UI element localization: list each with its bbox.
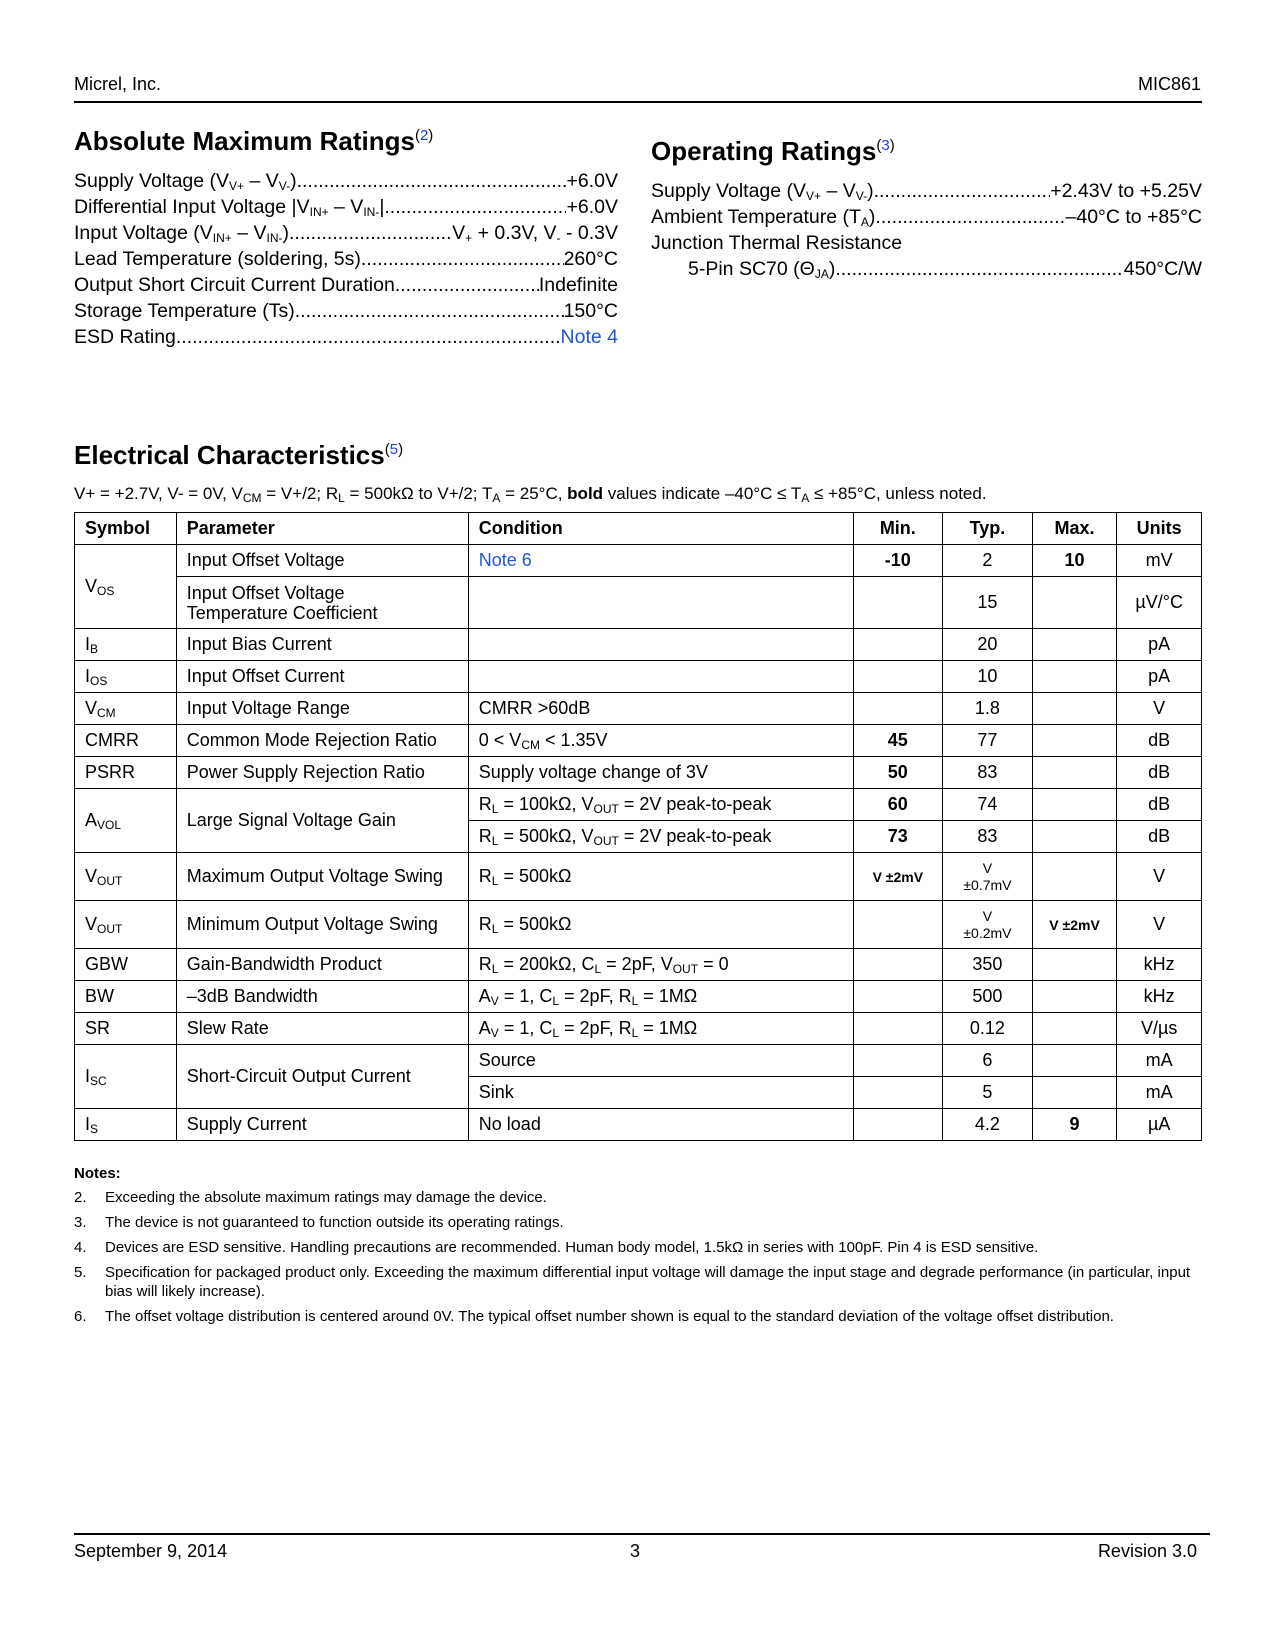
- table-row: $V_{CM}$ Input Voltage Range CMRR >60dB 1.8 V: [75, 693, 1202, 725]
- note-item: 5. Specification for packaged product only. Exceeding the maximum differential input voltage will damage the input stage and degrade performance (in particular, input bias will likely increase).: [74, 1264, 1191, 1300]
- elec-test-conditions: V+ = +2.7V, V- = 0V, $V_{CM} = V+/2$; $R_L = 500k\Omega$ to V+/2; $T_A = 25^\circ C$, bold values indicate $-40^\circ C \le T_A \le +85^\circ C$, unless noted.: [74, 484, 987, 505]
- table-row: $R_L = 500k\Omega$, $V_{OUT} = 2V$ peak-to-peak 73 83 dB: [75, 821, 1202, 853]
- abs-max-row: ESD Rating ..... Note 4: [74, 324, 618, 350]
- col-header-units: Units: [1117, 513, 1202, 545]
- table-row: GBW Gain-Bandwidth Product $R_L = 200k\Omega$, $C_L = 2pF$, $V_{OUT} = 0$ 350 kHz: [75, 949, 1202, 981]
- note-item: 6. The offset voltage distribution is centered around 0V. The typical offset number shown is equal to the standard deviation of the voltage offset distribution.: [74, 1308, 1114, 1325]
- op-ratings-row: Supply Voltage $(V_{V+} - V_{V-})$ ..... +2.43V to +5.25V: [651, 178, 1202, 204]
- abs-max-title: Absolute Maximum Ratings$^{(2)}$: [74, 126, 434, 156]
- table-row: Sink 5 mA: [75, 1077, 1202, 1109]
- table-row: $I_B$ Input Bias Current 20 pA: [75, 629, 1202, 661]
- col-header-max: Max.: [1032, 513, 1117, 545]
- abs-max-row: Supply Voltage $(V_{V+} - V_{V-})$ ..... +6.0V: [74, 168, 618, 194]
- table-row: PSRR Power Supply Rejection Ratio Supply voltage change of 3V 50 83 dB: [75, 757, 1202, 789]
- notes-heading: Notes:: [74, 1165, 121, 1182]
- note-item: 4. Devices are ESD sensitive. Handling precautions are recommended. Human body model, 1.5kΩ in series with 100pF. Pin 4 is ESD sensitive.: [74, 1239, 1039, 1256]
- electrical-characteristics-table: [74, 512, 1202, 1141]
- abs-max-row: Differential Input Voltage $|V_{IN+} - V_{IN-}|$ ..... +6.0V: [74, 194, 618, 220]
- col-header-symbol: Symbol: [75, 513, 177, 545]
- op-ratings-note-link[interactable]: 3: [881, 137, 890, 154]
- note-6-link[interactable]: Note 6: [478, 550, 532, 570]
- abs-max-note-link[interactable]: 2: [419, 127, 429, 144]
- footer-revision: Revision 3.0: [1097, 1541, 1197, 1561]
- table-row: $A_{VOL}$ Large Signal Voltage Gain $R_L = 100k\Omega$, $V_{OUT} = 2V$ peak-to-peak 60 74 dB: [75, 789, 1202, 821]
- notes-section: [74, 1165, 1204, 1332]
- op-ratings-row: Junction Thermal Resistance: [651, 232, 903, 254]
- footer-page-number: 3: [630, 1541, 641, 1561]
- table-row: $V_{OS}$ Input Offset Voltage Note 6 -10 2 10 mV: [75, 545, 1202, 577]
- abs-max-row: Output Short Circuit Current Duration ..... Indefinite: [74, 272, 618, 298]
- footer-date: September 9, 2014: [74, 1541, 228, 1561]
- table-row: BW –3dB Bandwidth $A_V = 1$, $C_L = 2pF$, $R_L = 1M\Omega$ 500 kHz: [75, 981, 1202, 1013]
- op-ratings-title: Operating Ratings$^{(3)}$: [651, 136, 895, 166]
- note-item: 3. The device is not guaranteed to function outside its operating ratings.: [74, 1214, 564, 1231]
- header-part-number: MIC861: [1137, 74, 1201, 94]
- table-row: Input Offset Voltage Temperature Coefficient 15 µV/°C: [75, 577, 1202, 629]
- col-header-min: Min.: [853, 513, 943, 545]
- table-row: $V_{OUT}$ Minimum Output Voltage Swing $R_L = 500k\Omega$ V ±0.2mV V ±2mV V: [75, 901, 1202, 949]
- table-row: SR Slew Rate $A_V = 1$, $C_L = 2pF$, $R_L = 1M\Omega$ 0.12 V/µs: [75, 1013, 1202, 1045]
- op-ratings-row: Ambient Temperature $(T_A)$ ..... –40°C to +85°C: [651, 204, 1202, 230]
- table-row: $I_{SC}$ Short-Circuit Output Current Source 6 mA: [75, 1045, 1202, 1077]
- note-item: 2. Exceeding the absolute maximum ratings may damage the device.: [74, 1189, 547, 1206]
- table-row: $I_{OS}$ Input Offset Current 10 pA: [75, 661, 1202, 693]
- abs-max-row: Storage Temperature (Ts) ..... 150°C: [74, 298, 618, 324]
- note-4-link[interactable]: Note 4: [560, 326, 618, 348]
- table-row: $I_S$ Supply Current No load 4.2 9 µA: [75, 1109, 1202, 1141]
- header-company: Micrel, Inc.: [74, 74, 162, 94]
- abs-max-row: Input Voltage $(V_{IN+} - V_{IN-})$ ..... $V_+ + 0.3V$, $V_- - 0.3V$: [74, 220, 618, 246]
- table-row: $V_{OUT}$ Maximum Output Voltage Swing $R_L = 500k\Omega$ V ±2mV V ±0.7mV V: [75, 853, 1202, 901]
- col-header-condition: Condition: [468, 513, 853, 545]
- header-rule: [74, 101, 1202, 103]
- table-header-row: [75, 513, 1202, 545]
- abs-max-row: Lead Temperature (soldering, 5s) ..... 260°C: [74, 246, 618, 272]
- table-row: CMRR Common Mode Rejection Ratio $0 < V_{CM} < 1.35V$ 45 77 dB: [75, 725, 1202, 757]
- elec-title: Electrical Characteristics$^{(5)}$: [74, 440, 404, 470]
- footer-rule: [74, 1533, 1210, 1535]
- col-header-parameter: Parameter: [176, 513, 468, 545]
- op-ratings-row: 5-Pin SC70 $(\Theta_{JA})$ ..... 450°C/W: [688, 256, 1202, 282]
- col-header-typ: Typ.: [943, 513, 1033, 545]
- elec-note-link[interactable]: 5: [389, 441, 399, 458]
